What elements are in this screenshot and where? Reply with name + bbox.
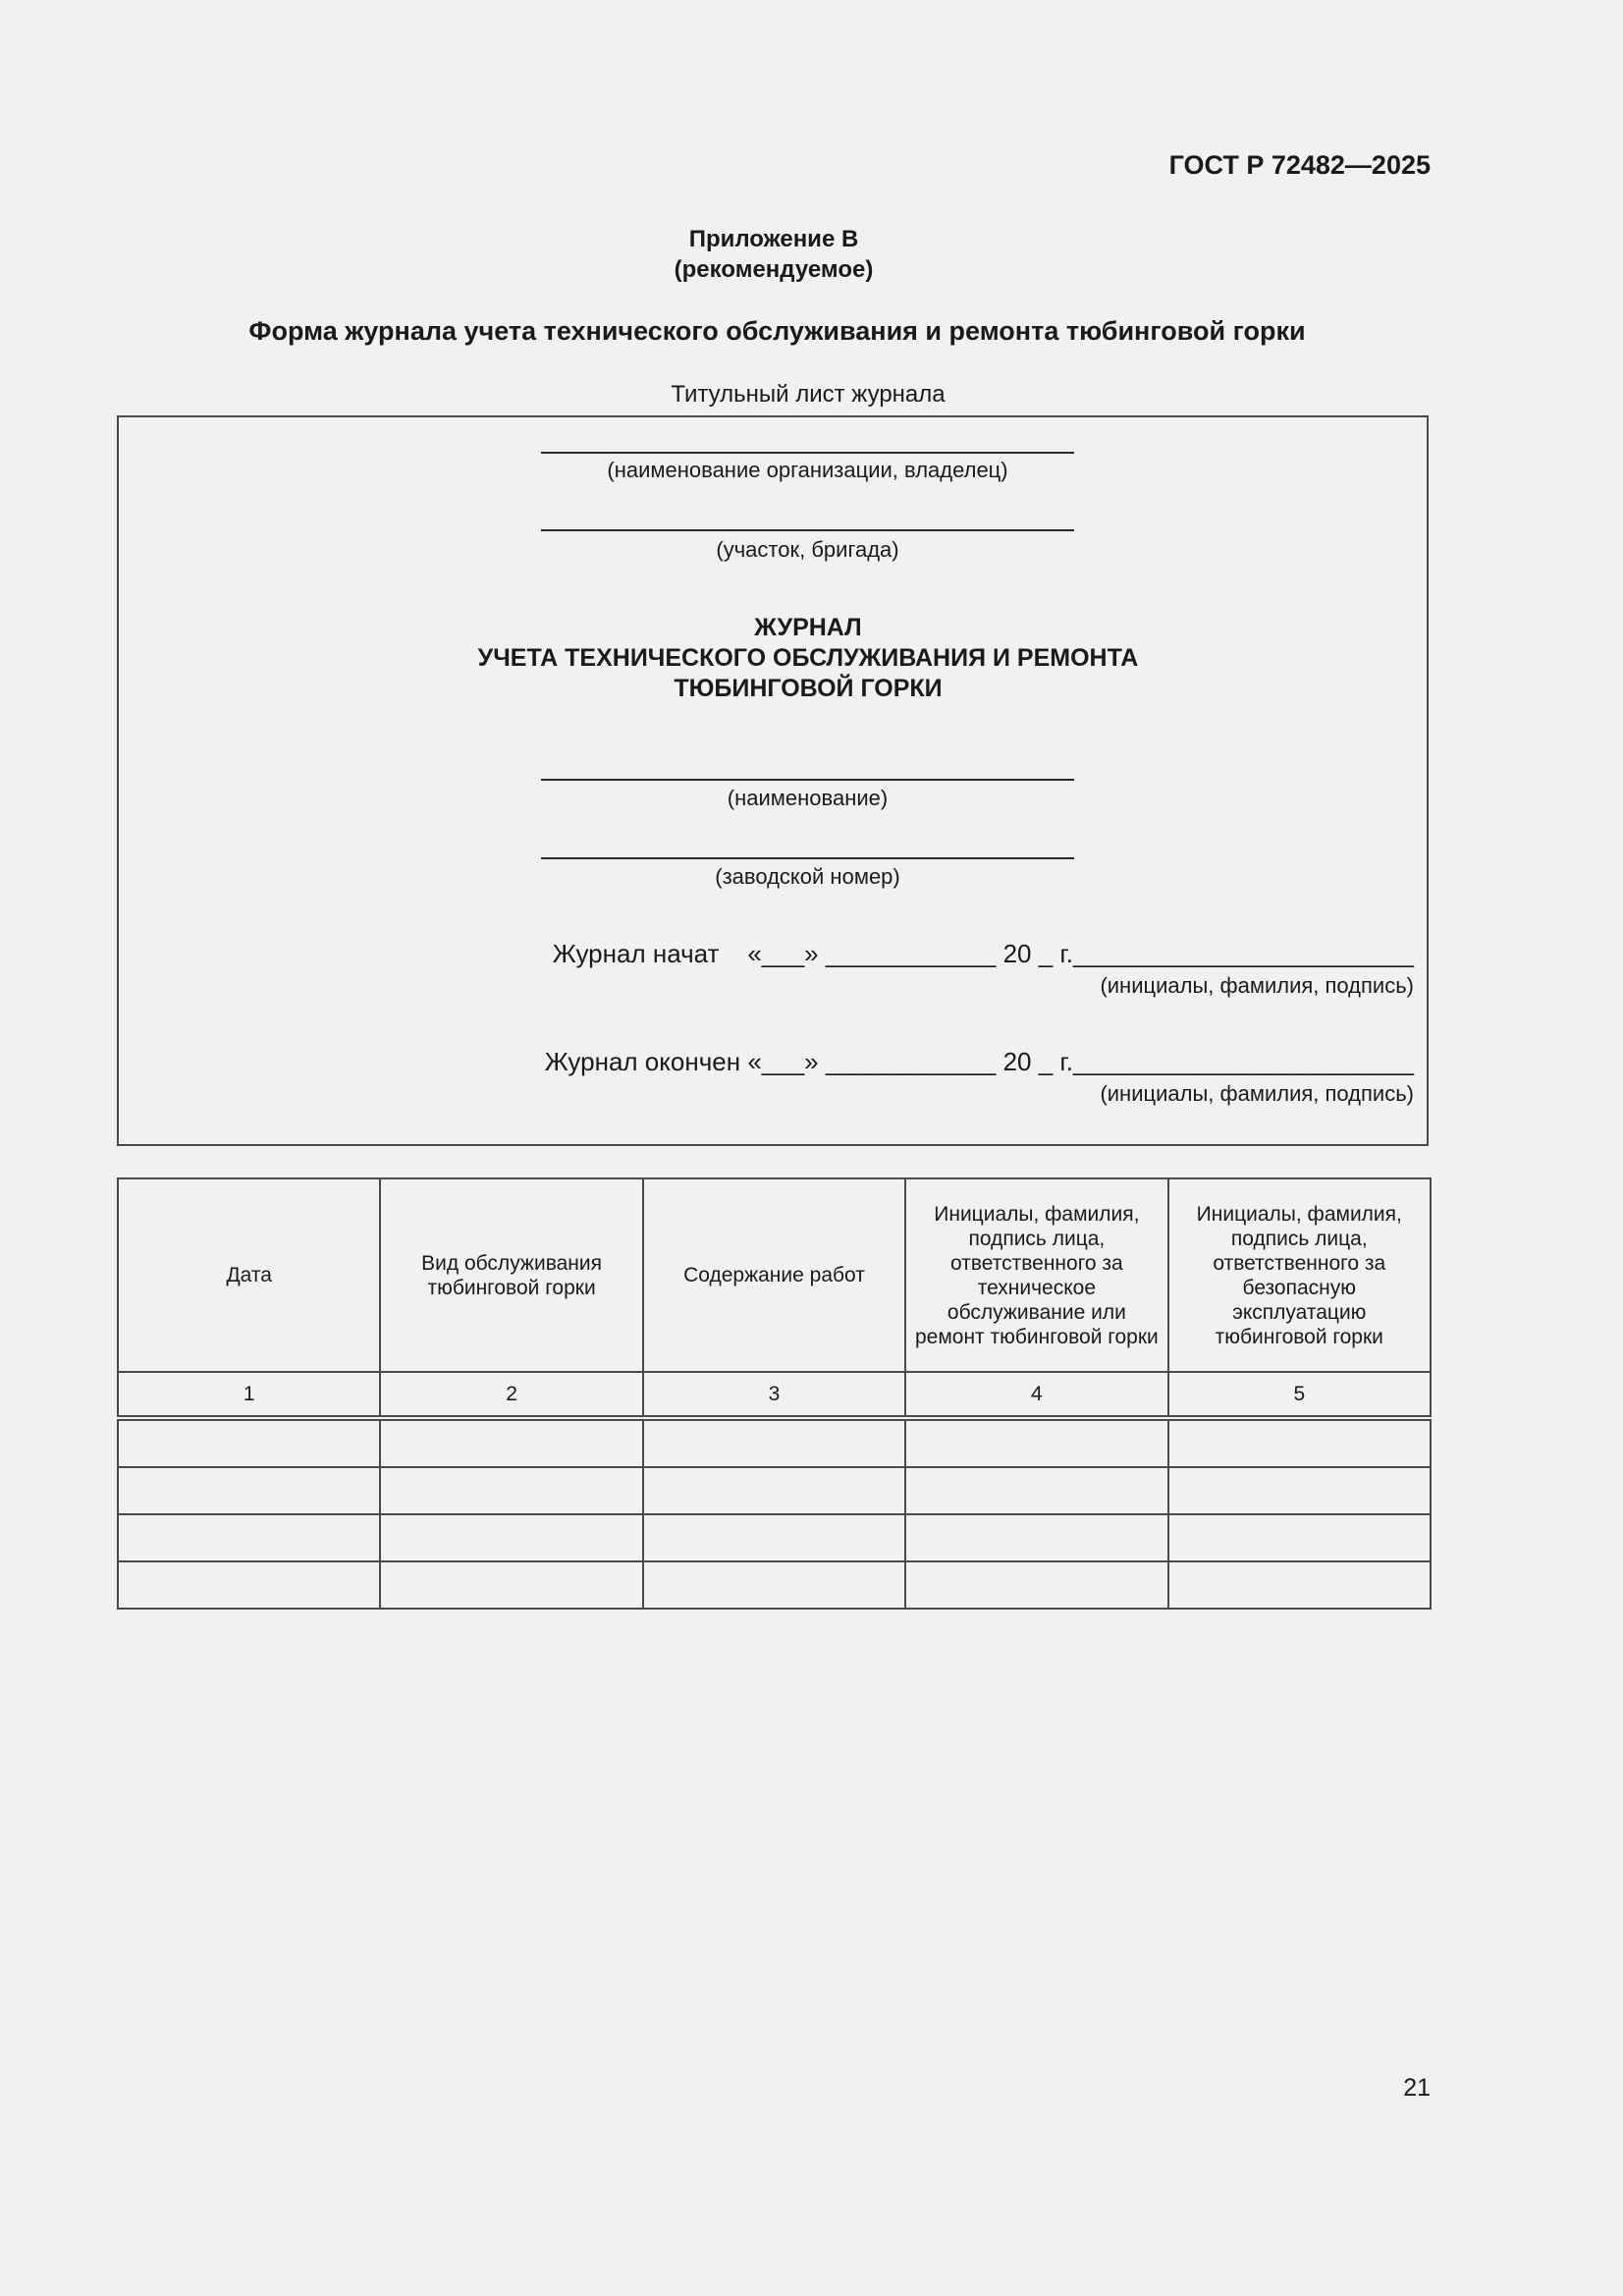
table-cell bbox=[905, 1467, 1167, 1514]
appendix-status: (рекомендуемое) bbox=[674, 256, 874, 283]
table-cell bbox=[118, 1561, 380, 1609]
table-cell bbox=[380, 1561, 642, 1609]
name-caption: (наименование) bbox=[727, 786, 889, 810]
section-fill-line bbox=[541, 529, 1074, 531]
table-cell bbox=[118, 1514, 380, 1561]
journal-title-line-3: ТЮБИНГОВОЙ ГОРКИ bbox=[674, 675, 943, 702]
table-cell bbox=[380, 1514, 642, 1561]
journal-ended-line: Журнал окончен «___» ____________ 20 _ г.________________________ bbox=[544, 1047, 1414, 1076]
table-row bbox=[118, 1561, 1431, 1609]
table-cell bbox=[905, 1561, 1167, 1609]
column-number: 5 bbox=[1168, 1372, 1431, 1418]
journal-title-line-1: ЖУРНАЛ bbox=[754, 614, 862, 641]
org-fill-line bbox=[541, 452, 1074, 454]
table-cell bbox=[1168, 1514, 1431, 1561]
title-sheet-label: Титульный лист журнала bbox=[671, 381, 946, 408]
title-sheet-frame bbox=[117, 415, 1429, 1146]
table-cell bbox=[643, 1418, 905, 1467]
form-title: Форма журнала учета технического обслуживания и ремонта тюбинговой горки bbox=[248, 316, 1306, 346]
table-row bbox=[118, 1418, 1431, 1467]
table-cell bbox=[1168, 1467, 1431, 1514]
journal-title-line-2: УЧЕТА ТЕХНИЧЕСКОГО ОБСЛУЖИВАНИЯ И РЕМОНТА bbox=[477, 644, 1139, 672]
document-code: ГОСТ Р 72482—2025 bbox=[1168, 150, 1431, 180]
column-number: 4 bbox=[905, 1372, 1167, 1418]
table-cell bbox=[905, 1514, 1167, 1561]
column-number: 3 bbox=[643, 1372, 905, 1418]
column-number: 1 bbox=[118, 1372, 380, 1418]
table-column-numbers-row bbox=[118, 1372, 1431, 1418]
table-header-row bbox=[118, 1178, 1431, 1372]
table-cell bbox=[1168, 1418, 1431, 1467]
column-number: 2 bbox=[380, 1372, 642, 1418]
appendix-title: Приложение В bbox=[688, 226, 859, 252]
table-row bbox=[118, 1514, 1431, 1561]
table-cell bbox=[643, 1514, 905, 1561]
maintenance-log-table bbox=[117, 1177, 1432, 1610]
header-date: Дата bbox=[118, 1178, 380, 1372]
table-cell bbox=[380, 1467, 642, 1514]
ended-signature-caption: (инициалы, фамилия, подпись) bbox=[1100, 1081, 1414, 1106]
header-service-type: Вид обслуживания тюбинговой горки bbox=[380, 1178, 642, 1372]
table-cell bbox=[118, 1467, 380, 1514]
journal-started-line: Журнал начат «___» ____________ 20 _ г.________________________ bbox=[552, 939, 1414, 968]
table-cell bbox=[643, 1467, 905, 1514]
page-number: 21 bbox=[1403, 2074, 1431, 2102]
table-cell bbox=[118, 1418, 380, 1467]
header-safety-responsible: Инициалы, фамилия, подпись лица, ответственного за безопасную эксплуатацию тюбинговой горки bbox=[1168, 1178, 1431, 1372]
table-cell bbox=[1168, 1561, 1431, 1609]
name-fill-line bbox=[541, 779, 1074, 781]
serial-fill-line bbox=[541, 857, 1074, 859]
header-maintenance-responsible: Инициалы, фамилия, подпись лица, ответственного за техническое обслуживание или ремонт тюбинговой горки bbox=[905, 1178, 1167, 1372]
serial-caption: (заводской номер) bbox=[715, 864, 900, 889]
started-signature-caption: (инициалы, фамилия, подпись) bbox=[1100, 973, 1414, 998]
table-cell bbox=[643, 1561, 905, 1609]
org-caption: (наименование организации, владелец) bbox=[607, 458, 1008, 482]
section-caption: (участок, бригада) bbox=[716, 537, 899, 562]
header-work-content: Содержание работ bbox=[643, 1178, 905, 1372]
table-cell bbox=[380, 1418, 642, 1467]
table-row bbox=[118, 1467, 1431, 1514]
table-cell bbox=[905, 1418, 1167, 1467]
